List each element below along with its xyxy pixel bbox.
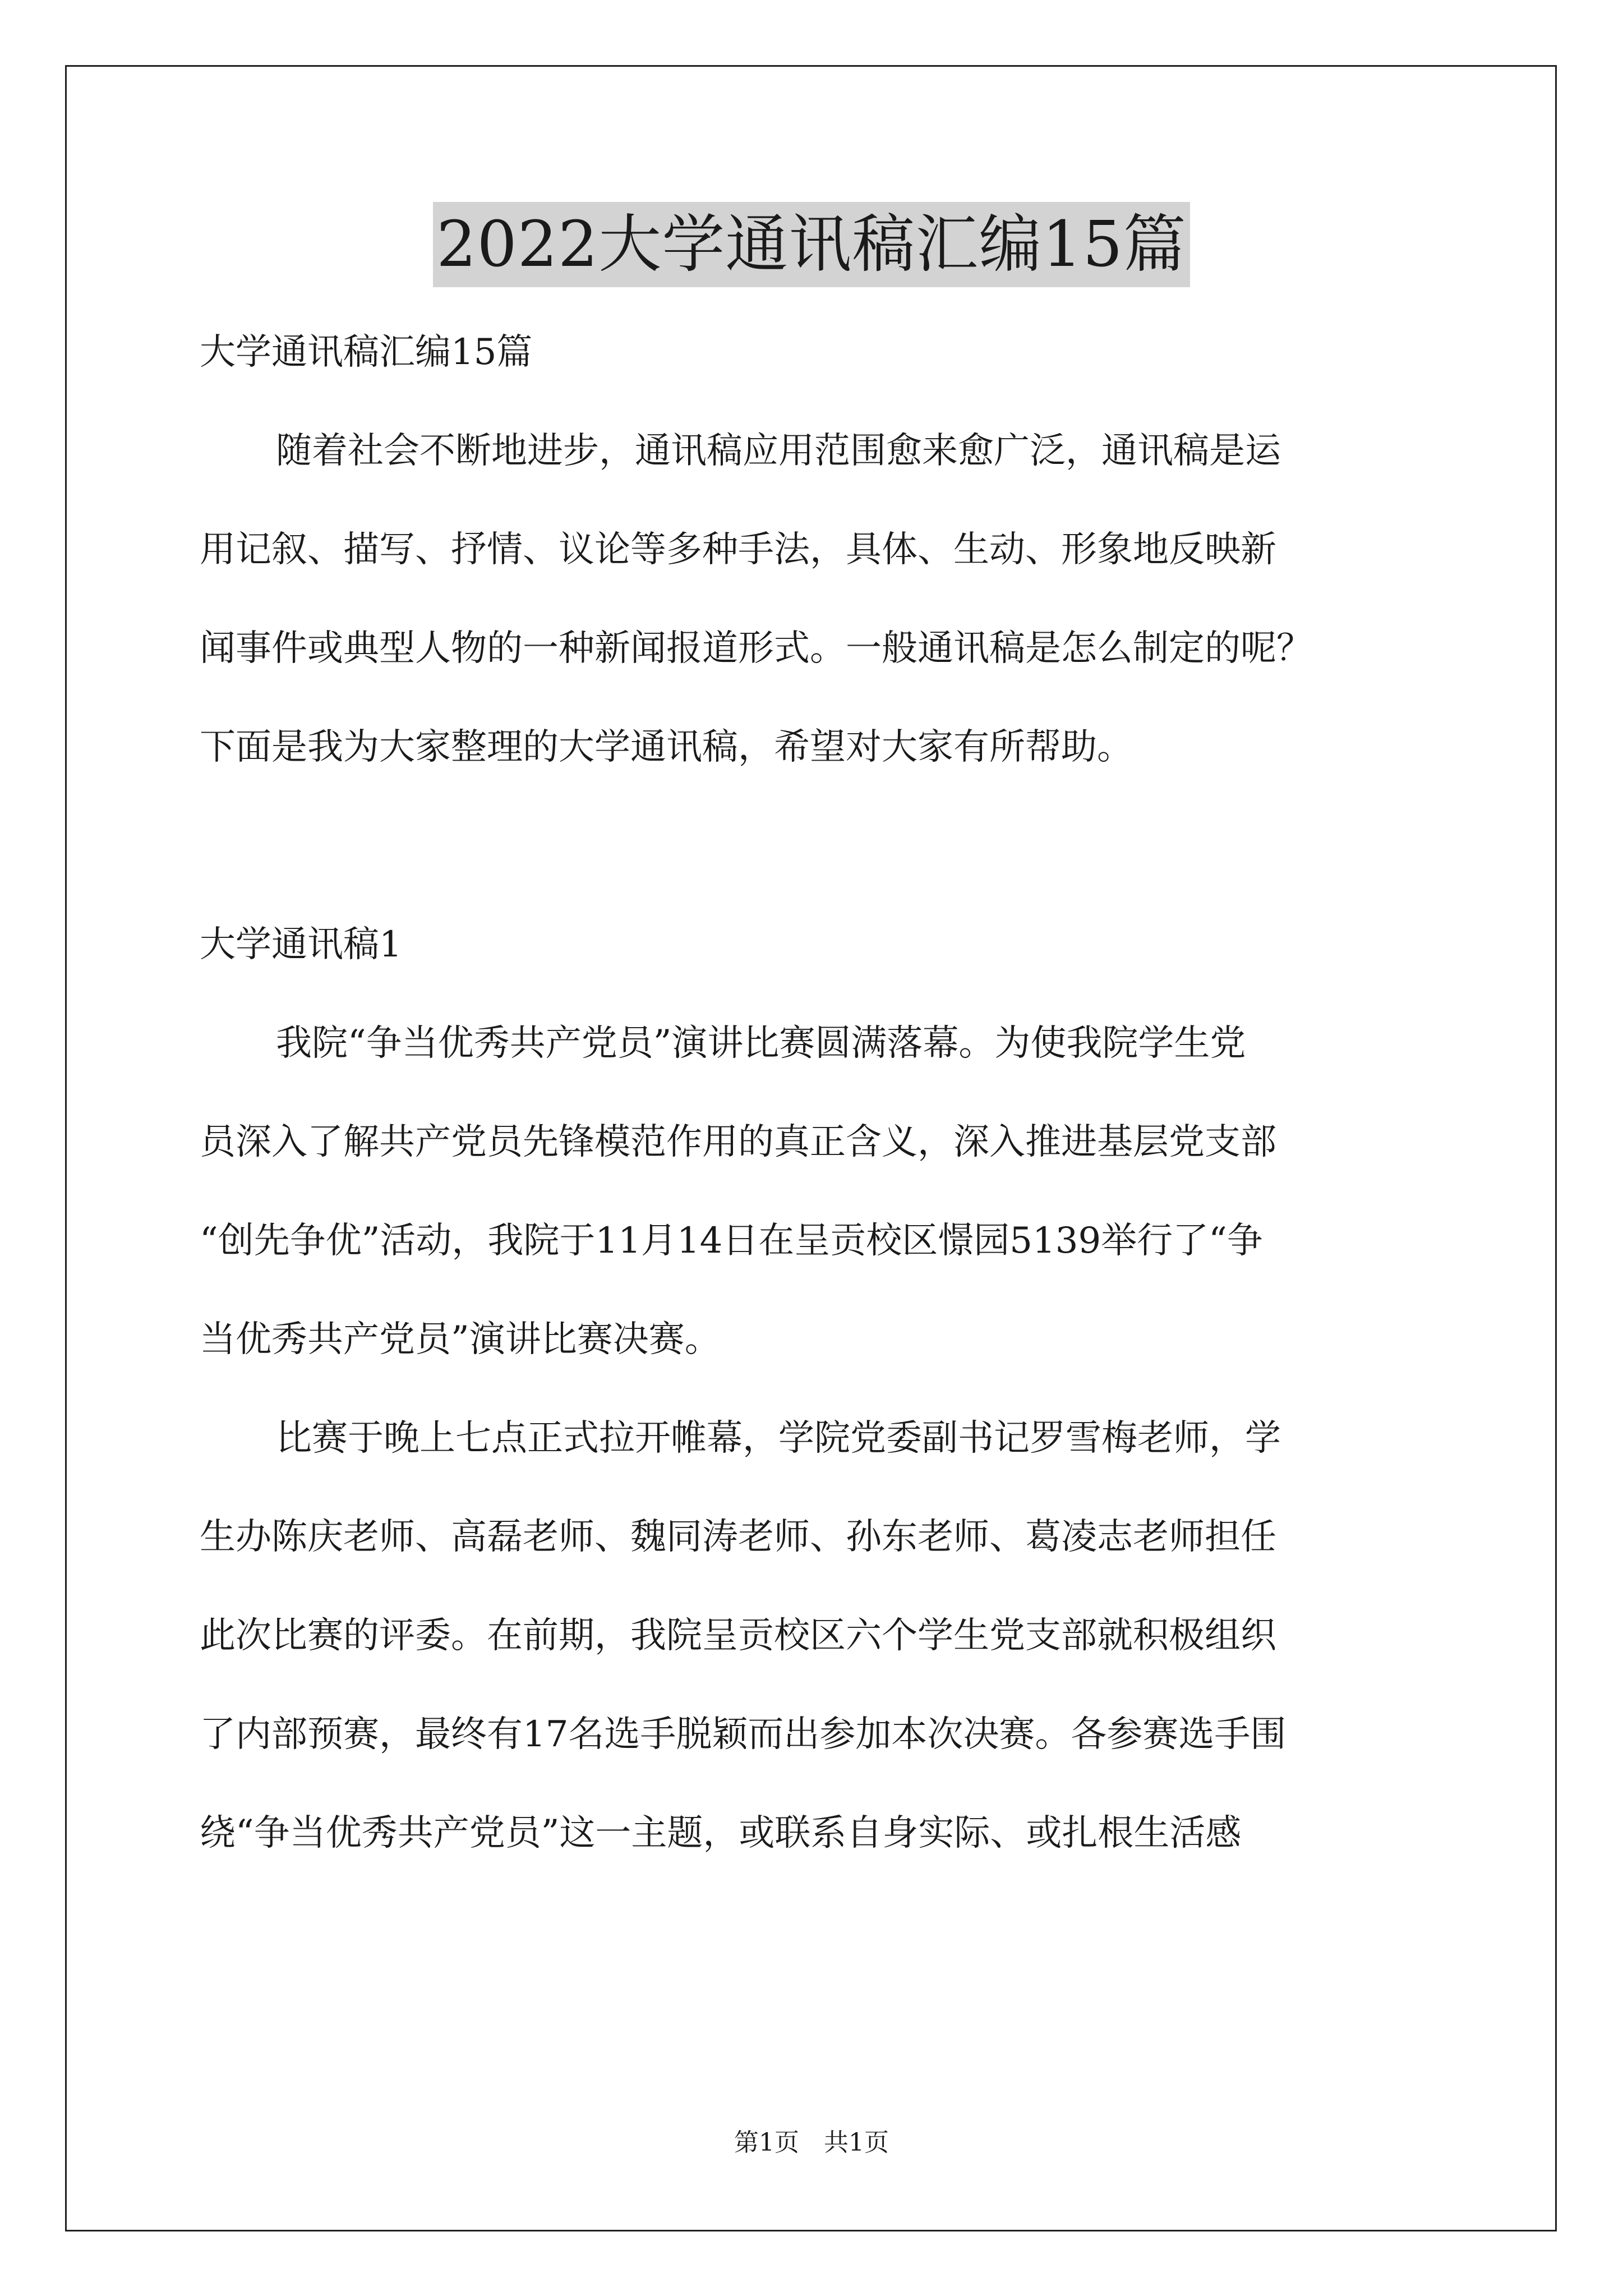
- paragraph2-line-3: 此次比赛的评委。在前期，我院呈贡校区六个学生党支部就积极组织: [200, 1615, 1276, 1657]
- paragraph1-line-3: “创先争优”活动，我院于11月14日在呈贡校区憬园5139举行了“争: [200, 1220, 1263, 1262]
- paragraph1-line-4: 当优秀共产党员”演讲比赛决赛。: [200, 1319, 721, 1360]
- paragraph2-line-5: 绕“争当优秀共产党员”这一主题，或联系自身实际、或扎根生活感: [200, 1812, 1242, 1854]
- title-container: [0, 202, 1623, 287]
- intro-line-2: 用记叙、描写、抒情、议论等多种手法，具体、生动、形象地反映新: [200, 529, 1276, 570]
- paragraph1-line-2: 员深入了解共产党员先锋模范作用的真正含义，深入推进基层党支部: [200, 1121, 1276, 1163]
- paragraph2-line-1: 比赛于晚上七点正式拉开帷幕，学院党委副书记罗雪梅老师，学: [276, 1418, 1281, 1459]
- intro-line-1: 随着社会不断地进步，通讯稿应用范围愈来愈广泛，通讯稿是运: [276, 430, 1281, 472]
- subtitle: 大学通讯稿汇编15篇: [200, 332, 533, 373]
- spacer: [200, 797, 1433, 895]
- paragraph2-line-2: 生办陈庆老师、高磊老师、魏同涛老师、孙东老师、葛凌志老师担任: [200, 1516, 1276, 1558]
- document-title: 2022大学通讯稿汇编15篇: [433, 202, 1190, 287]
- page-footer: 第1页 共1页: [734, 2128, 889, 2157]
- section-heading: 大学通讯稿1: [200, 924, 402, 965]
- document-body: [200, 303, 1433, 1883]
- intro-line-3: 闻事件或典型人物的一种新闻报道形式。一般通讯稿是怎么制定的呢？: [200, 628, 1312, 669]
- intro-line-4: 下面是我为大家整理的大学通讯稿，希望对大家有所帮助。: [200, 726, 1133, 768]
- paragraph1-line-1: 我院“争当优秀共产党员”演讲比赛圆满落幕。为使我院学生党: [276, 1023, 1246, 1064]
- paragraph2-line-4: 了内部预赛，最终有17名选手脱颖而出参加本次决赛。各参赛选手围: [200, 1714, 1287, 1755]
